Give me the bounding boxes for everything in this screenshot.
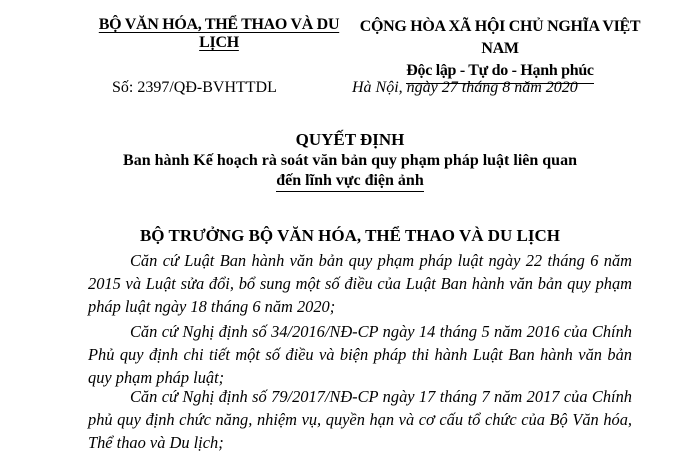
republic-name: CỘNG HÒA XÃ HỘI CHỦ NGHĨA VIỆT NAM <box>359 18 641 57</box>
document-number: Số: 2397/QĐ-BVHTTDL <box>112 79 277 96</box>
ministry-header <box>84 16 354 52</box>
ministry-name: BỘ VĂN HÓA, THỂ THAO VÀ DU LỊCH <box>98 16 340 51</box>
legal-basis-paragraph: Căn cứ Luật Ban hành văn bản quy phạm pháp luật ngày 22 tháng 6 năm 2015 và Luật sửa đổi, bổ sung một số điều của Luật Ban hành văn bản quy phạm pháp luật ngày 18 tháng 6 năm 2020; <box>88 251 632 316</box>
document-subject-line-2-wrap <box>0 172 700 192</box>
national-motto: Độc lập - Tự do - Hạnh phúc <box>406 60 593 84</box>
issuing-authority: BỘ TRƯỞNG BỘ VĂN HÓA, THỂ THAO VÀ DU LỊCH <box>139 226 561 245</box>
place-and-date: Hà Nội, ngày 27 tháng 8 năm 2020 <box>352 79 578 96</box>
document-subject-line-2: đến lĩnh vực điện ảnh <box>276 172 423 192</box>
legal-basis-paragraph: Căn cứ Nghị định số 34/2016/NĐ-CP ngày 14 tháng 5 năm 2016 của Chính Phủ quy định chi tiết một số điều và biện pháp thi hành Luật Ban hành văn bản quy phạm pháp luật; <box>88 322 632 387</box>
national-header <box>350 16 650 84</box>
document-type-heading: QUYẾT ĐỊNH <box>295 130 405 149</box>
document-subject-line-1: Ban hành Kế hoạch rà soát văn bản quy phạm pháp luật liên quan <box>123 152 577 169</box>
legal-basis-paragraph: Căn cứ Nghị định số 79/2017/NĐ-CP ngày 17 tháng 7 năm 2017 của Chính phủ quy định chức năng, nhiệm vụ, quyền hạn và cơ cấu tổ chức của Bộ Văn hóa, Thể thao và Du lịch; <box>88 387 632 452</box>
